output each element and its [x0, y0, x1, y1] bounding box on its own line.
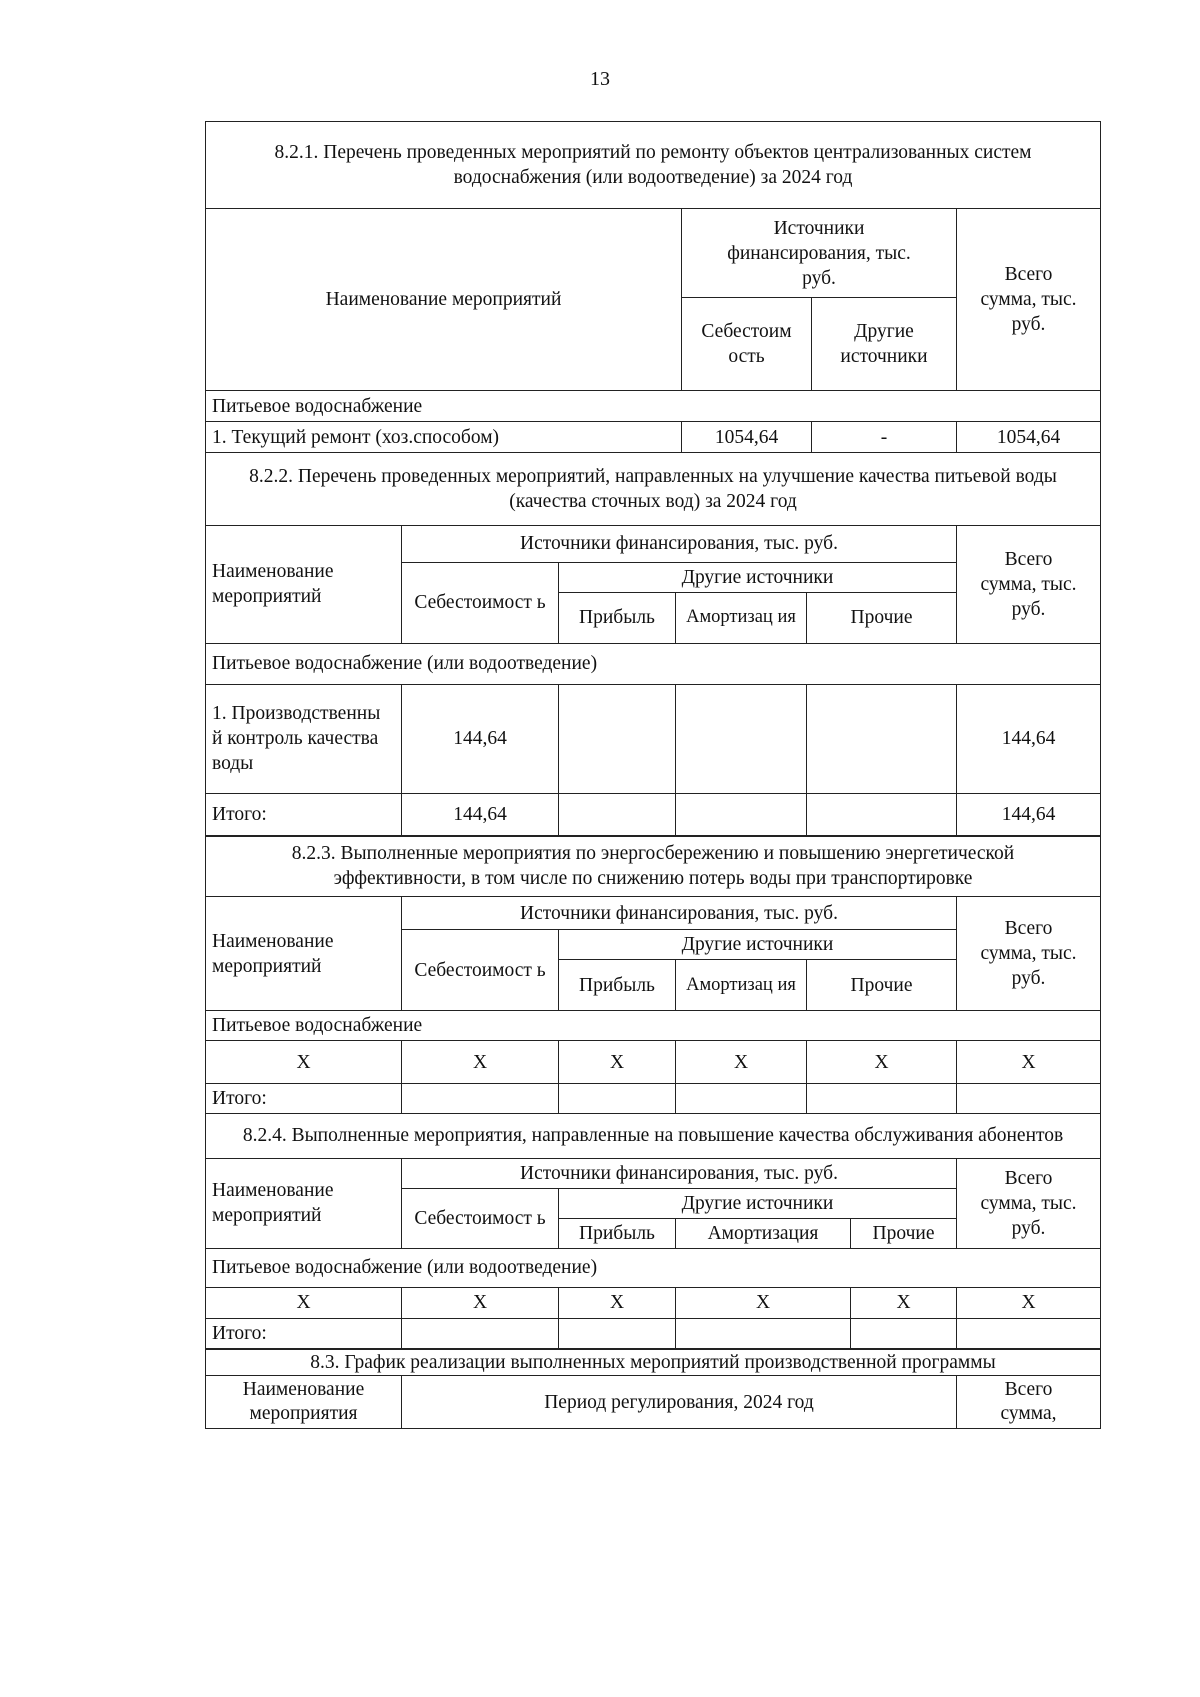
table-row-total	[206, 1084, 1101, 1114]
itogo-cost	[402, 1318, 559, 1349]
header-name: Наименование мероприятия	[206, 1376, 402, 1429]
x-cell: Х	[957, 1287, 1101, 1318]
header-name: Наименование мероприятий	[206, 525, 402, 643]
header-sources: Источники финансирования, тыс. руб.	[402, 897, 957, 930]
row-name: 1. Производственны й контроль качества воды	[206, 684, 402, 793]
table-8-3	[205, 1348, 1101, 1429]
header-cost: Себестоим ость	[682, 298, 812, 391]
header-name: Наименование мероприятий	[206, 209, 682, 391]
itogo-total: 144,64	[957, 793, 1101, 836]
header-other: Другие источники	[559, 930, 957, 960]
row-misc	[807, 684, 957, 793]
itogo-profit	[559, 1318, 676, 1349]
itogo-label: Итого:	[206, 793, 402, 836]
table-row-total	[206, 1318, 1101, 1349]
x-cell: Х	[807, 1041, 957, 1084]
x-cell: Х	[559, 1287, 676, 1318]
table-row	[206, 1287, 1101, 1318]
x-cell: Х	[402, 1287, 559, 1318]
header-total: Всего сумма, тыс. руб.	[957, 1158, 1101, 1248]
row-name: 1. Текущий ремонт (хоз.способом)	[206, 422, 682, 453]
header-sources: Источники финансирования, тыс. руб.	[402, 525, 957, 562]
header-amort: Амортизация	[676, 1218, 851, 1248]
itogo-profit	[559, 793, 676, 836]
itogo-total	[957, 1084, 1101, 1114]
itogo-label: Итого:	[206, 1318, 402, 1349]
header-name: Наименование мероприятий	[206, 1158, 402, 1248]
row-profit	[559, 684, 676, 793]
header-cost: Себестоимост ь	[402, 930, 559, 1011]
section-title-8-2-2: 8.2.2. Перечень проведенных мероприятий, направленных на улучшение качества питьевой воды (качества сточных вод) за 2024 год	[206, 452, 1101, 525]
row-total: 1054,64	[957, 422, 1101, 453]
x-cell: Х	[676, 1041, 807, 1084]
section-title-8-2-1: 8.2.1. Перечень проведенных мероприятий по ремонту объектов централизованных систем водоснабжения (или водоотведение) за 2024 год	[206, 122, 1101, 209]
header-total: Всего сумма, тыс. руб.	[957, 209, 1101, 391]
x-cell: Х	[957, 1041, 1101, 1084]
header-profit: Прибыль	[559, 592, 676, 643]
x-cell: Х	[851, 1287, 957, 1318]
header-other: Другие источники	[559, 1188, 957, 1218]
row-cost: 144,64	[402, 684, 559, 793]
header-cost: Себестоимост ь	[402, 1188, 559, 1248]
header-other: Другие источники	[559, 562, 957, 592]
header-profit: Прибыль	[559, 960, 676, 1011]
table-row-total	[206, 793, 1101, 836]
row-cost: 1054,64	[682, 422, 812, 453]
itogo-misc	[851, 1318, 957, 1349]
table-8-2-2	[205, 452, 1101, 837]
itogo-profit	[559, 1084, 676, 1114]
itogo-misc	[807, 1084, 957, 1114]
header-total: Всего сумма, тыс. руб.	[957, 525, 1101, 643]
header-amort: Амортизац ия	[676, 592, 807, 643]
row-total: 144,64	[957, 684, 1101, 793]
table-8-2-3	[205, 835, 1101, 1114]
table-row	[206, 684, 1101, 793]
itogo-amort	[676, 1318, 851, 1349]
header-misc: Прочие	[851, 1218, 957, 1248]
itogo-total	[957, 1318, 1101, 1349]
x-cell: Х	[402, 1041, 559, 1084]
header-misc: Прочие	[807, 592, 957, 643]
row-amort	[676, 684, 807, 793]
header-cost: Себестоимост ь	[402, 562, 559, 643]
header-amort: Амортизац ия	[676, 960, 807, 1011]
itogo-amort	[676, 1084, 807, 1114]
header-total: Всего сумма,	[957, 1376, 1101, 1429]
page-number: 13	[590, 68, 610, 90]
table-8-2-4	[205, 1113, 1101, 1350]
header-period: Период регулирования, 2024 год	[402, 1376, 957, 1429]
section-title-8-3: 8.3. График реализации выполненных мероприятий производственной программы	[206, 1349, 1101, 1376]
header-misc: Прочие	[807, 960, 957, 1011]
table-row	[206, 422, 1101, 453]
document-body	[205, 121, 1100, 1429]
itogo-cost: 144,64	[402, 793, 559, 836]
itogo-label: Итого:	[206, 1084, 402, 1114]
x-cell: Х	[206, 1287, 402, 1318]
section-label: Питьевое водоснабжение	[206, 1011, 1101, 1041]
header-profit: Прибыль	[559, 1218, 676, 1248]
x-cell: Х	[206, 1041, 402, 1084]
x-cell: Х	[559, 1041, 676, 1084]
table-8-2-1	[205, 121, 1101, 453]
section-title-8-2-3: 8.2.3. Выполненные мероприятия по энергосбережению и повышению энергетической эффективности, в том числе по снижению потерь воды при транспортировке	[206, 836, 1101, 897]
header-sources: Источники финансирования, тыс. руб.	[402, 1158, 957, 1188]
header-total: Всего сумма, тыс. руб.	[957, 897, 1101, 1011]
itogo-cost	[402, 1084, 559, 1114]
section-label: Питьевое водоснабжение (или водоотведение)	[206, 1248, 1101, 1287]
header-sources: Источники финансирования, тыс. руб.	[682, 209, 957, 298]
table-row	[206, 1041, 1101, 1084]
header-name: Наименование мероприятий	[206, 897, 402, 1011]
section-label: Питьевое водоснабжение	[206, 391, 1101, 422]
x-cell: Х	[676, 1287, 851, 1318]
section-title-8-2-4: 8.2.4. Выполненные мероприятия, направленные на повышение качества обслуживания абонентов	[206, 1113, 1101, 1158]
itogo-misc	[807, 793, 957, 836]
itogo-amort	[676, 793, 807, 836]
section-label: Питьевое водоснабжение (или водоотведение)	[206, 643, 1101, 684]
header-other: Другие источники	[812, 298, 957, 391]
row-other: -	[812, 422, 957, 453]
